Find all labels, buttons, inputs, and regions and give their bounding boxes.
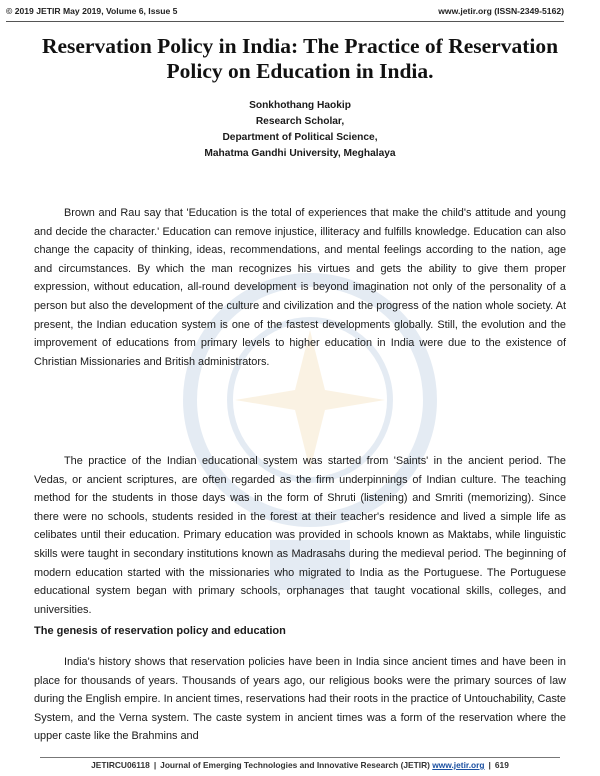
paragraph-text: Brown and Rau say that 'Education is the total of experiences that make the child's attitude and young and decide the character.' Education can remove injustice, illiteracy and fulfills knowledge. Education can also change the capacity of thinking, ideas, recommendations, and mental feelings according to the nation, age and circumstances. By which the man recognizes his virtues and gets the ability to give them proper expression, without education, all-round development is beyond imagination not only of the personality of a person but also the development of the culture and civilization and the progress of the nation whole society. At present, the Indian education system is one of the fastest developments globally. Still, the evolution and the improvement of educations from primary levels to higher education in India were due to the existence of Christian Missionaries and British administrators. [34,207,566,368]
paragraph-text: The practice of the Indian educational system was started from 'Saints' in the ancient period. The Vedas, or ancient scriptures, are often regarded as the firm underpinnings of Indian culture. The teaching method for the students in those days was in the form of Shruti (listening) and Smriti (memorizing). Since there were no schools, students resided in the forest at their teacher's residence and lived a simple life as celibates until their education. Primary education was provided in schools known as Maktabs, while linguistic skills were taught in secondary institutions known as Madrasahs during the medieval period. The beginning of modern education started with the missionaries who migrated to India as the Portuguese. The Portuguese educational system began with primary schools, orphanages that taught vocational skills, colleges, and universities. [34,455,566,616]
header-website-issn: www.jetir.org (ISSN-2349-5162) [438,6,564,16]
author-university: Mahatma Gandhi University, Meghalaya [204,148,396,159]
footer-website-link[interactable]: www.jetir.org [432,760,485,770]
paper-title: Reservation Policy in India: The Practice of Reservation Policy on Education in India. [41,34,559,83]
page-header [6,6,564,22]
author-department: Department of Political Science, [222,132,378,143]
author-block [40,98,560,162]
header-journal-info: © 2019 JETIR May 2019, Volume 6, Issue 5 [6,6,178,16]
paragraph-intro [34,204,566,371]
paragraph-history [34,452,566,619]
paragraph-genesis [34,653,566,746]
author-name: Sonkhothang Haokip [249,100,351,111]
footer-journal-name: Journal of Emerging Technologies and Innovative Research (JETIR) [160,760,430,770]
paragraph-text: India's history shows that reservation policies have been in India since ancient times and have been in place for thousands of years. Thousands of years ago, our religious books were the primary sources of law during the English empire. In ancient times, reservations had their roots in the practice of Untouchability, Caste System, and the Verna system. The caste system in ancient times was a form of the reservation where the upper caste like the Brahmins and [34,656,566,743]
footer-paper-id: JETIRCU06118 [91,760,150,770]
footer-page-number: 619 [494,760,509,770]
header-divider [6,21,564,22]
author-role: Research Scholar, [255,116,345,127]
footer-divider [40,757,560,758]
page-footer: JETIRCU06118 | Journal of Emerging Technologies and Innovative Research (JETIR) www.jetir.org | 619 [91,760,509,770]
section-heading: The genesis of reservation policy and education [34,625,286,637]
